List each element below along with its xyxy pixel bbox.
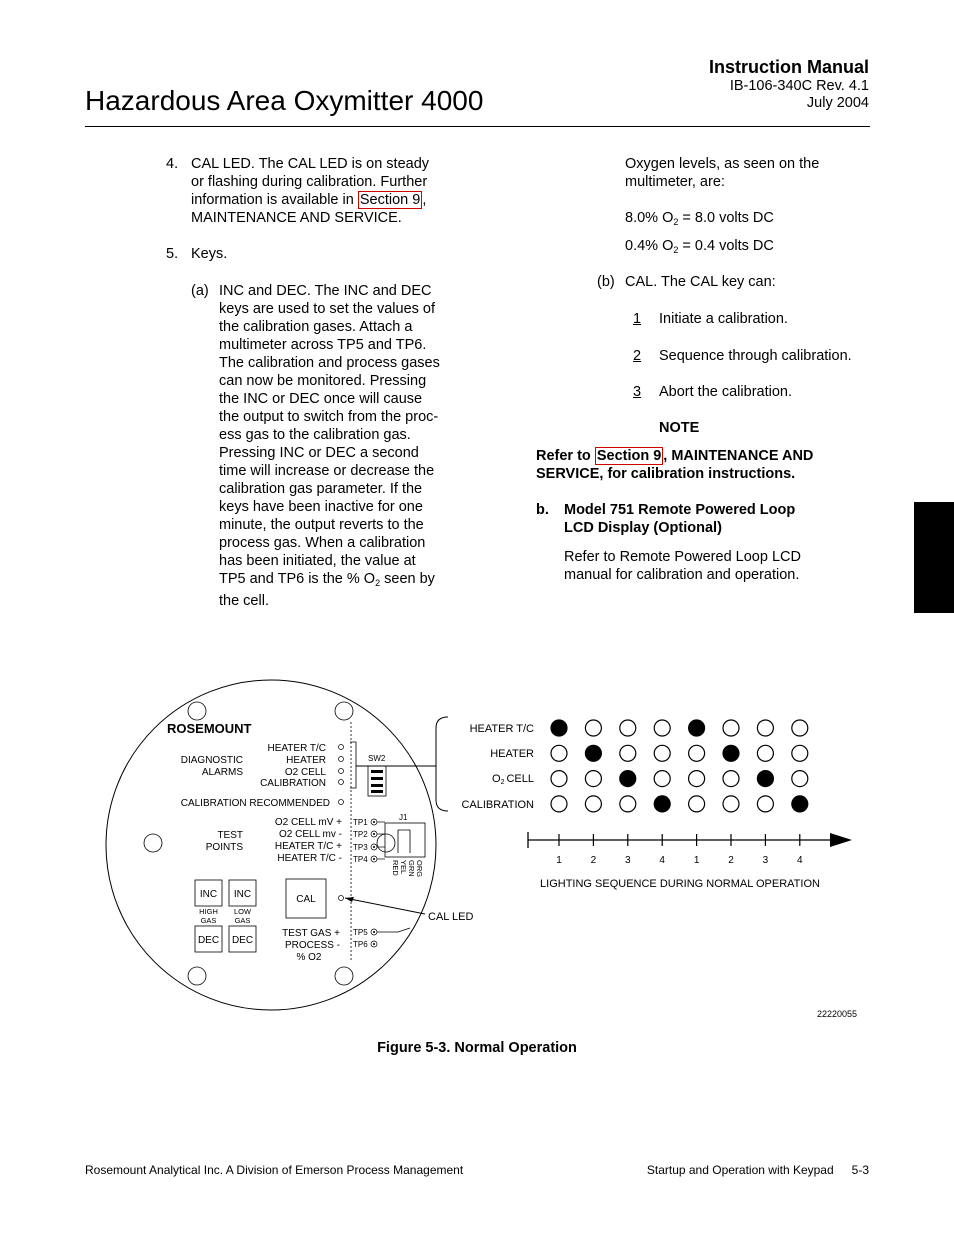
mount-hole-br bbox=[335, 967, 353, 985]
led-indicator bbox=[620, 771, 636, 787]
led-indicator bbox=[723, 771, 739, 787]
led-indicator bbox=[551, 745, 567, 761]
section-b-title bbox=[564, 501, 795, 537]
high-label: HIGH bbox=[199, 907, 218, 916]
level1-sub: 2 bbox=[673, 217, 679, 227]
test-item-2: O2 CELL mv - bbox=[279, 829, 342, 840]
tp4-label: TP4 bbox=[353, 855, 368, 864]
board-outline bbox=[106, 680, 436, 1010]
note-line1 bbox=[536, 447, 813, 465]
sequence-caption: LIGHTING SEQUENCE DURING NORMAL OPERATION bbox=[540, 878, 820, 890]
item-4-line3-comma: , bbox=[422, 192, 427, 208]
test-label-2: POINTS bbox=[205, 842, 243, 853]
test-label-1: TEST bbox=[217, 830, 243, 841]
item-5a-line: time will increase or decrease the bbox=[219, 463, 435, 479]
item-5a-line: The calibration and process gases bbox=[219, 355, 440, 371]
header-info bbox=[709, 56, 869, 112]
led-indicator bbox=[620, 796, 636, 812]
tp1-pad-center bbox=[373, 821, 375, 823]
item-4-number: 4. bbox=[166, 156, 179, 172]
led-indicator bbox=[689, 796, 705, 812]
tp6-label: TP6 bbox=[353, 940, 368, 949]
level2-value: = 0.4 volts DC bbox=[678, 238, 774, 254]
item-5a-line bbox=[219, 570, 440, 592]
cal-led-callout: CAL LED bbox=[428, 911, 474, 923]
cal-led bbox=[339, 896, 344, 901]
led-indicator bbox=[585, 796, 601, 812]
section-b-letter: b. bbox=[536, 502, 549, 518]
row3-sub: 2 bbox=[500, 779, 505, 786]
led-indicator bbox=[654, 771, 670, 787]
sw2-label: SW2 bbox=[368, 754, 386, 763]
cal-led-pointer-head bbox=[345, 897, 354, 902]
item-5a-line: the cell. bbox=[219, 593, 269, 609]
test-item-4: HEATER T/C - bbox=[277, 853, 342, 864]
inc-low-label: INC bbox=[233, 889, 252, 900]
sequence-axis-arrow bbox=[830, 833, 852, 847]
test-item-3: HEATER T/C + bbox=[274, 841, 342, 852]
led-indicator bbox=[551, 771, 567, 787]
axis-tick-label: 4 bbox=[797, 855, 803, 866]
row3-cell: CELL bbox=[506, 773, 534, 785]
note-label: NOTE bbox=[659, 420, 700, 436]
oxygen-intro-line2: multimeter, are: bbox=[625, 174, 725, 190]
figure-caption: Figure 5-3. Normal Operation bbox=[377, 1040, 577, 1056]
j1-key bbox=[398, 830, 410, 853]
tp5-pad-center bbox=[373, 931, 375, 933]
alarm-item-heater: HEATER bbox=[286, 755, 326, 766]
led-indicator bbox=[585, 745, 601, 761]
led-indicator bbox=[620, 720, 636, 736]
led-indicator bbox=[620, 745, 636, 761]
cal-led-pointer bbox=[345, 898, 425, 914]
section-b-body-line1: Refer to Remote Powered Loop LCD bbox=[564, 549, 801, 565]
alarm-item-calibration: CALIBRATION bbox=[260, 778, 326, 789]
section-b-body bbox=[564, 548, 801, 584]
mount-hole-l bbox=[144, 834, 162, 852]
mount-hole-r bbox=[377, 834, 395, 852]
item-5a-line: keys are used to set the values of bbox=[219, 301, 436, 317]
brand-logo: ROSEMOUNT bbox=[167, 721, 252, 736]
wire-red: RED bbox=[391, 860, 400, 876]
led-indicator bbox=[723, 796, 739, 812]
note-section-9-link[interactable]: Section 9 bbox=[596, 448, 662, 464]
j1-label: J1 bbox=[399, 813, 408, 822]
doc-date: July 2004 bbox=[806, 95, 869, 111]
led-indicator bbox=[689, 745, 705, 761]
led-indicator bbox=[792, 796, 808, 812]
row-label-calibration: CALIBRATION bbox=[461, 799, 534, 811]
sequence-axis-ticks bbox=[556, 834, 803, 866]
axis-tick-label: 1 bbox=[693, 855, 700, 866]
section-b-title-line2: LCD Display (Optional) bbox=[564, 520, 722, 536]
footer-company: Rosemount Analytical Inc. A Division of Emerson Process Management bbox=[85, 1163, 464, 1177]
item-5a-line: calibration gas parameter. If the bbox=[219, 481, 423, 497]
row-label-heater: HEATER bbox=[490, 748, 534, 760]
note-line2: SERVICE, for calibration instructions. bbox=[536, 466, 796, 482]
level2-text: 0.4% O bbox=[625, 238, 674, 254]
tp3-label: TP3 bbox=[353, 843, 368, 852]
led-indicator bbox=[654, 796, 670, 812]
dec-low-label: DEC bbox=[231, 935, 254, 946]
footer-page: 5-3 bbox=[851, 1163, 869, 1177]
pct-o2-label: % O2 bbox=[296, 952, 322, 963]
item-5a-line: process gas. When a calibration bbox=[219, 535, 426, 551]
axis-tick-label: 3 bbox=[625, 855, 631, 866]
item-5-label: Keys. bbox=[191, 246, 228, 262]
tp3-pad-center bbox=[373, 846, 375, 848]
axis-tick-label: 1 bbox=[556, 855, 562, 866]
note-post: , MAINTENANCE AND bbox=[663, 448, 814, 464]
manual-label: Instruction Manual bbox=[708, 57, 869, 77]
item-5a-line: multimeter across TP5 and TP6. bbox=[219, 337, 427, 353]
chapter-tab bbox=[914, 502, 954, 613]
level1-text: 8.0% O bbox=[625, 210, 674, 226]
level2-sub: 2 bbox=[673, 245, 679, 255]
cal-step-2-number: 2 bbox=[633, 348, 642, 364]
section-b-title-line1: Model 751 Remote Powered Loop bbox=[564, 502, 796, 518]
cal-step-1-text: Initiate a calibration. bbox=[659, 311, 788, 327]
process-label: PROCESS - bbox=[284, 940, 340, 951]
sw2-bit-2 bbox=[371, 777, 383, 780]
row-label-heater-tc: HEATER T/C bbox=[469, 723, 534, 735]
tp4-pad-center bbox=[373, 858, 375, 860]
axis-tick-label: 2 bbox=[590, 855, 597, 866]
axis-tick-label: 3 bbox=[762, 855, 769, 866]
document-title: Hazardous Area Oxymitter 4000 bbox=[85, 85, 484, 116]
item-5a-line: keys have been inactive for one bbox=[219, 499, 423, 515]
wire-org: ORG bbox=[415, 860, 424, 878]
item-5a-text bbox=[219, 282, 440, 610]
doc-number: IB-106-340C Rev. 4.1 bbox=[729, 78, 869, 94]
tp1-label: TP1 bbox=[353, 818, 368, 827]
alarm-bracket bbox=[350, 742, 356, 788]
item-5a-line: the INC or DEC once will cause bbox=[219, 391, 423, 407]
note-pre: Refer to bbox=[536, 448, 595, 464]
led-indicator bbox=[585, 720, 601, 736]
led-indicator bbox=[792, 771, 808, 787]
level1-value: = 8.0 volts DC bbox=[678, 210, 774, 226]
mount-hole-bl bbox=[188, 967, 206, 985]
cal-step-3-number: 3 bbox=[633, 384, 642, 400]
footer-right bbox=[647, 1163, 869, 1178]
note-body bbox=[536, 447, 813, 483]
item-b-letter: (b) bbox=[597, 274, 615, 290]
row-label-o2-cell bbox=[492, 773, 534, 786]
normal-operation-figure bbox=[0, 660, 954, 1035]
section-9-link[interactable]: Section 9 bbox=[359, 192, 421, 208]
tp2-label: TP2 bbox=[353, 830, 368, 839]
item-5a-line: Pressing INC or DEC a second bbox=[219, 445, 419, 461]
item-5a-line: INC and DEC. The INC and DEC bbox=[219, 283, 432, 299]
led-indicator bbox=[723, 745, 739, 761]
item-5a-letter: (a) bbox=[191, 283, 209, 299]
item-5a-line: ess gas to the calibration gas. bbox=[219, 427, 411, 443]
inc-high-label: INC bbox=[199, 889, 218, 900]
axis-tick-label: 2 bbox=[728, 855, 734, 866]
item-5a-o2-sub: 2 bbox=[375, 578, 381, 588]
led-indicator bbox=[792, 745, 808, 761]
sw2-bit-1 bbox=[371, 770, 383, 773]
item-5a-o2-post: seen by bbox=[380, 571, 435, 587]
tp5-trace bbox=[377, 928, 410, 932]
led-indicator bbox=[792, 720, 808, 736]
diag-label-1: DIAGNOSTIC bbox=[180, 755, 243, 766]
led-indicator bbox=[551, 796, 567, 812]
mount-hole-tr bbox=[335, 702, 353, 720]
oxygen-intro-line1: Oxygen levels, as seen on the bbox=[625, 156, 820, 172]
item-4-line2: or flashing during calibration. Further bbox=[191, 174, 428, 190]
led-sequence-grid bbox=[551, 720, 808, 812]
low-gas-label: GAS bbox=[234, 916, 251, 925]
item-5a-line: can now be monitored. Pressing bbox=[219, 373, 427, 389]
led-indicator bbox=[551, 720, 567, 736]
figure-id: 22220055 bbox=[816, 1009, 857, 1019]
wire-yel: YEL bbox=[399, 860, 408, 875]
cal-recommended-label: CALIBRATION RECOMMENDED bbox=[180, 798, 330, 809]
item-4-text bbox=[191, 155, 429, 227]
oxygen-level-2 bbox=[625, 237, 774, 259]
item-5a-line: the output to switch from the proc- bbox=[219, 409, 439, 425]
item-4-line1: CAL LED. The CAL LED is on steady bbox=[191, 156, 430, 172]
row3-prefix: O bbox=[492, 773, 501, 785]
item-b-text: CAL. The CAL key can: bbox=[625, 274, 776, 290]
led-indicator bbox=[654, 720, 670, 736]
diag-label-2: ALARMS bbox=[201, 767, 243, 778]
led-indicator bbox=[757, 745, 773, 761]
item-5a-line: has been initiated, the value at bbox=[219, 553, 416, 569]
alarm-led-4 bbox=[339, 780, 344, 785]
alarm-led-3 bbox=[339, 769, 344, 774]
led-indicator bbox=[689, 771, 705, 787]
wire-grn: GRN bbox=[407, 860, 416, 877]
alarm-item-heater-tc: HEATER T/C bbox=[267, 743, 326, 754]
cal-step-3-text: Abort the calibration. bbox=[659, 384, 792, 400]
item-5a-line: the calibration gases. Attach a bbox=[219, 319, 413, 335]
tp6-pad-center bbox=[373, 943, 375, 945]
led-indicator bbox=[585, 771, 601, 787]
oxygen-level-1 bbox=[625, 209, 774, 231]
led-indicator bbox=[757, 796, 773, 812]
tp2-pad-center bbox=[373, 833, 375, 835]
alarm-item-o2-cell: O2 CELL bbox=[284, 767, 326, 778]
cal-recommended-led bbox=[339, 800, 344, 805]
footer-section: Startup and Operation with Keypad bbox=[646, 1163, 834, 1177]
alarm-led-2 bbox=[339, 757, 344, 762]
item-4-line3 bbox=[191, 191, 429, 209]
section-b-body-line2: manual for calibration and operation. bbox=[564, 567, 800, 583]
led-indicator bbox=[757, 771, 773, 787]
led-table-bracket bbox=[436, 717, 448, 811]
mount-hole-tl bbox=[188, 702, 206, 720]
dec-high-label: DEC bbox=[197, 935, 220, 946]
sw2-bit-3 bbox=[371, 784, 383, 787]
cal-key-label: CAL bbox=[296, 894, 316, 905]
oxygen-intro bbox=[625, 155, 819, 191]
high-gas-label: GAS bbox=[200, 916, 217, 925]
low-label: LOW bbox=[233, 907, 252, 916]
axis-tick-label: 4 bbox=[659, 855, 665, 866]
cal-step-1-number: 1 bbox=[633, 311, 642, 327]
led-indicator bbox=[757, 720, 773, 736]
tp5-label: TP5 bbox=[353, 928, 368, 937]
sw2-bit-4 bbox=[371, 790, 383, 793]
header-rule bbox=[85, 126, 870, 127]
test-gas-label: TEST GAS + bbox=[282, 928, 340, 939]
item-5a-o2-text: TP5 and TP6 is the % O bbox=[219, 571, 376, 587]
cal-step-2-text: Sequence through calibration. bbox=[659, 348, 852, 364]
item-5-number: 5. bbox=[166, 246, 179, 262]
alarm-led-1 bbox=[339, 745, 344, 750]
item-4-line4: MAINTENANCE AND SERVICE. bbox=[191, 210, 402, 226]
item-4-line3-text: information is available in bbox=[191, 192, 358, 208]
item-5a-line: minute, the output reverts to the bbox=[219, 517, 424, 533]
led-indicator bbox=[654, 745, 670, 761]
test-item-1: O2 CELL mV + bbox=[274, 817, 342, 828]
j1-connector bbox=[385, 823, 425, 857]
led-indicator bbox=[723, 720, 739, 736]
led-indicator bbox=[689, 720, 705, 736]
